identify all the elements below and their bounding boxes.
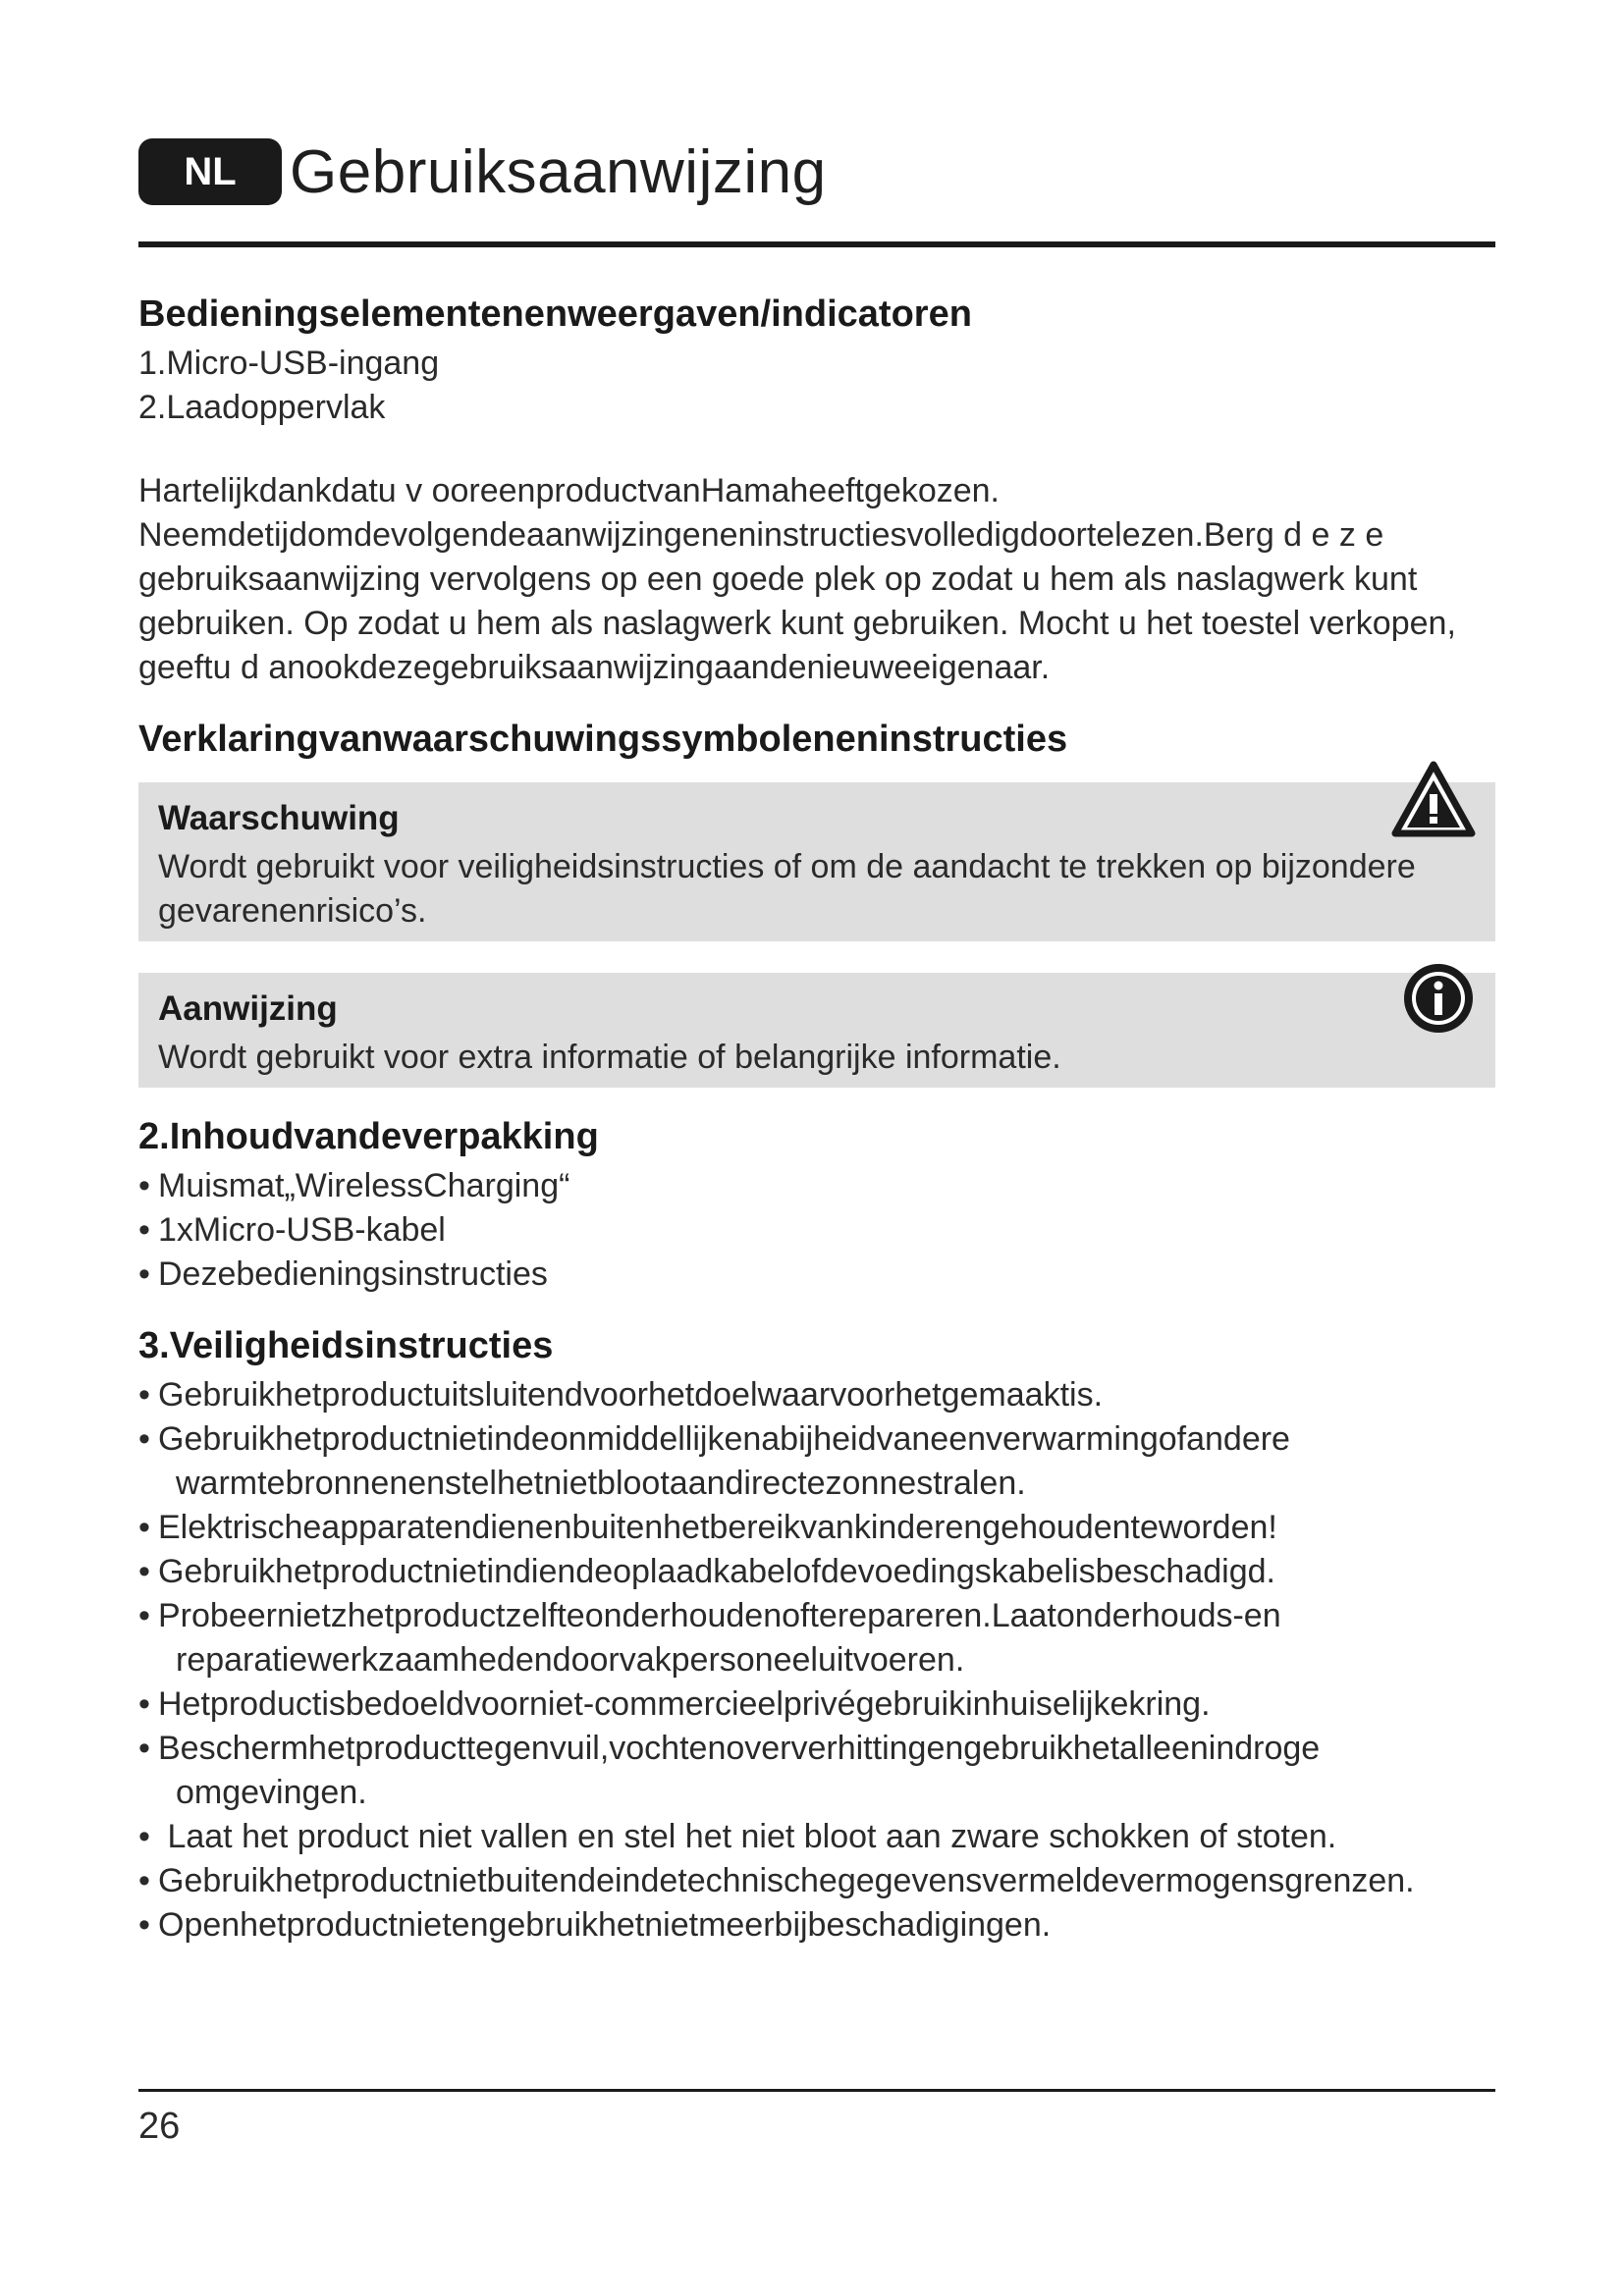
warning-triangle-icon: [1391, 761, 1476, 837]
page-number: 26: [138, 2106, 181, 2147]
header-rule: [138, 241, 1495, 247]
language-badge: NL: [138, 138, 282, 205]
list-item: • Gebruikhetproductuitsluitendvoorhetdoelwaarvoorhetgemaaktis.: [138, 1376, 1104, 1414]
list-item: • Probeernietzhetproductzelfteonderhoudenofterepareren.Laatonderhouds-en: [138, 1597, 1281, 1634]
control-item: 1.Micro-USB-ingang: [138, 345, 440, 382]
list-item: • Muismat„WirelessCharging“: [138, 1167, 570, 1204]
list-item: • Hetproductisbedoeldvoorniet-commercieelprivégebruikinhuiselijkekring.: [138, 1685, 1211, 1723]
list-item: • Elektrischeapparatendienenbuitenhetbereikvankinderengehoudenteworden!: [138, 1509, 1277, 1546]
warning-text: gevarenenrisico’s.: [158, 892, 427, 930]
note-text: Wordt gebruikt voor extra informatie of belangrijke informatie.: [158, 1039, 1061, 1076]
list-item: • Gebruikhetproductnietbuitendeindetechnischegegevensvermeldevermogensgrenzen.: [138, 1862, 1415, 1899]
section-heading: Verklaringvanwaarschuwingssymboleneninstructies: [138, 719, 1068, 760]
warning-box: [138, 782, 1495, 941]
section-symbols: [138, 712, 1495, 1088]
warning-text: Wordt gebruikt voor veiligheidsinstructies of om de aandacht te trekken op bijzondere: [158, 848, 1416, 885]
list-item-continuation: reparatiewerkzaamhedendoorvakpersoneeluitvoeren.: [176, 1641, 965, 1679]
list-item: • Beschermhetproducttegenvuil,vochtenoververhittingengebruikhetalleenindroge: [138, 1730, 1321, 1767]
page-header: [138, 137, 827, 206]
intro-paragraph: [138, 469, 1495, 690]
document-title: Gebruiksaanwijzing: [290, 137, 827, 206]
list-item: • Laat het product niet vallen en stel het niet bloot aan zware schokken of stoten.: [138, 1818, 1337, 1855]
list-item: • Openhetproductnietengebruikhetnietmeerbijbeschadigingen.: [138, 1906, 1052, 1944]
section-heading: 2.Inhoudvandeverpakking: [138, 1116, 599, 1157]
note-title: Aanwijzing: [158, 989, 338, 1028]
footer-rule: [138, 2089, 1495, 2092]
info-icon: [1401, 961, 1476, 1036]
intro-line: Neemdetijdomdevolgendeaanwijzingeneninstructiesvolledigdoortelezen.Berg d e z e: [138, 516, 1384, 554]
list-item-continuation: omgevingen.: [176, 1774, 367, 1811]
section-safety: [138, 1318, 1495, 1948]
list-item: • Dezebedieningsinstructies: [138, 1255, 548, 1293]
list-item: • Gebruikhetproductnietindiendeoplaadkabelofdevoedingskabelisbeschadigd.: [138, 1553, 1275, 1590]
warning-title: Waarschuwing: [158, 799, 400, 837]
section-controls: [138, 287, 1495, 430]
section-heading: Bedieningselementenenweergaven/indicatoren: [138, 294, 972, 335]
intro-line: gebruiksaanwijzing vervolgens op een goede plek op zodat u hem als naslagwerk kunt: [138, 561, 1418, 598]
section-package-contents: [138, 1109, 1495, 1297]
main-content: [138, 287, 1495, 1948]
list-item: • Gebruikhetproductnietindeonmiddellijkenabijheidvaneenverwarmingofandere: [138, 1420, 1290, 1458]
intro-line: Hartelijkdankdatu v ooreenproductvanHamaheeftgekozen.: [138, 472, 1000, 509]
note-box: [138, 973, 1495, 1088]
control-item: 2.Laadoppervlak: [138, 389, 386, 426]
intro-line: gebruiken. Op zodat u hem als naslagwerk kunt gebruiken. Mocht u het toestel verkopen,: [138, 605, 1456, 642]
section-heading: 3.Veiligheidsinstructies: [138, 1325, 554, 1366]
list-item: • 1xMicro-USB-kabel: [138, 1211, 446, 1249]
list-item-continuation: warmtebronnenenstelhetnietblootaandirectezonnestralen.: [176, 1465, 1026, 1502]
intro-line: geeftu d anookdezegebruiksaanwijzingaandenieuweeigenaar.: [138, 649, 1051, 686]
